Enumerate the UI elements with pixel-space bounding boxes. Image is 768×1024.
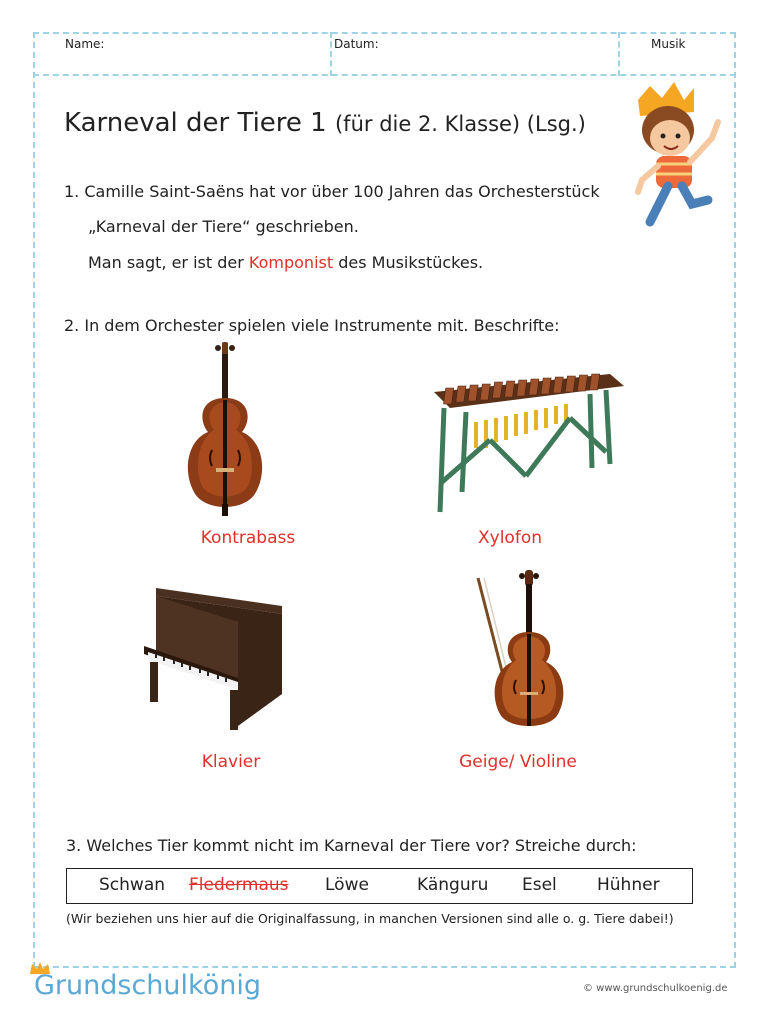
animal-item-struck[interactable]: Fledermaus [189, 875, 289, 895]
footer-url: © www.grundschulkoenig.de [583, 983, 728, 994]
animal-item[interactable]: Esel [522, 875, 557, 895]
q1-text: Camille Saint-Saëns hat vor über 100 Jahren das Orchesterstück [84, 182, 600, 201]
q2-number: 2. [64, 316, 80, 335]
q3-number: 3. [66, 836, 82, 855]
instrument-label: Kontrabass [200, 528, 296, 548]
q1-line2: „Karneval der Tiere“ geschrieben. [88, 217, 359, 236]
animals-box [66, 868, 693, 904]
instrument-label: Klavier [201, 752, 261, 772]
q3-line [66, 836, 637, 855]
q1-line3-pre: Man sagt, er ist der [88, 253, 244, 272]
footnote: (Wir beziehen uns hier auf die Originalfassung, in manchen Versionen sind alle o. g. Tiere dabei!) [66, 911, 674, 926]
page-title [64, 108, 586, 138]
q1-answer: Komponist [248, 253, 334, 272]
animal-item[interactable]: Schwan [99, 875, 166, 895]
name-label: Name: [65, 37, 105, 51]
header-row [33, 32, 736, 76]
animal-item[interactable]: Känguru [417, 875, 489, 895]
subject-label: Musik [651, 37, 686, 51]
piano-icon [142, 586, 292, 736]
header-separator [330, 32, 332, 76]
date-label: Datum: [334, 37, 379, 51]
q2-text: In dem Orchester spielen viele Instrumente mit. Beschrifte: [84, 316, 560, 335]
header-separator [618, 32, 620, 76]
animal-item[interactable]: Hühner [597, 875, 660, 895]
q2-line [64, 316, 560, 335]
animal-item[interactable]: Löwe [325, 875, 369, 895]
q1-line3 [88, 253, 483, 272]
title-sub: (für die 2. Klasse) (Lsg.) [334, 112, 586, 136]
instrument-label: Geige/ Violine [459, 752, 577, 772]
xylophone-icon [430, 372, 626, 520]
child-mascot-icon [628, 82, 728, 228]
title-main: Karneval der Tiere 1 [64, 108, 327, 138]
double-bass-icon [180, 340, 270, 518]
q1-line1 [64, 182, 600, 201]
instrument-label: Xylofon [478, 528, 542, 548]
violin-icon [468, 568, 568, 740]
q1-line3-post: des Musikstückes. [338, 253, 484, 272]
q1-number: 1. [64, 182, 80, 201]
q3-text: Welches Tier kommt nicht im Karneval der Tiere vor? Streiche durch: [86, 836, 637, 855]
brand-logo: Grundschulkönig [34, 970, 261, 1001]
